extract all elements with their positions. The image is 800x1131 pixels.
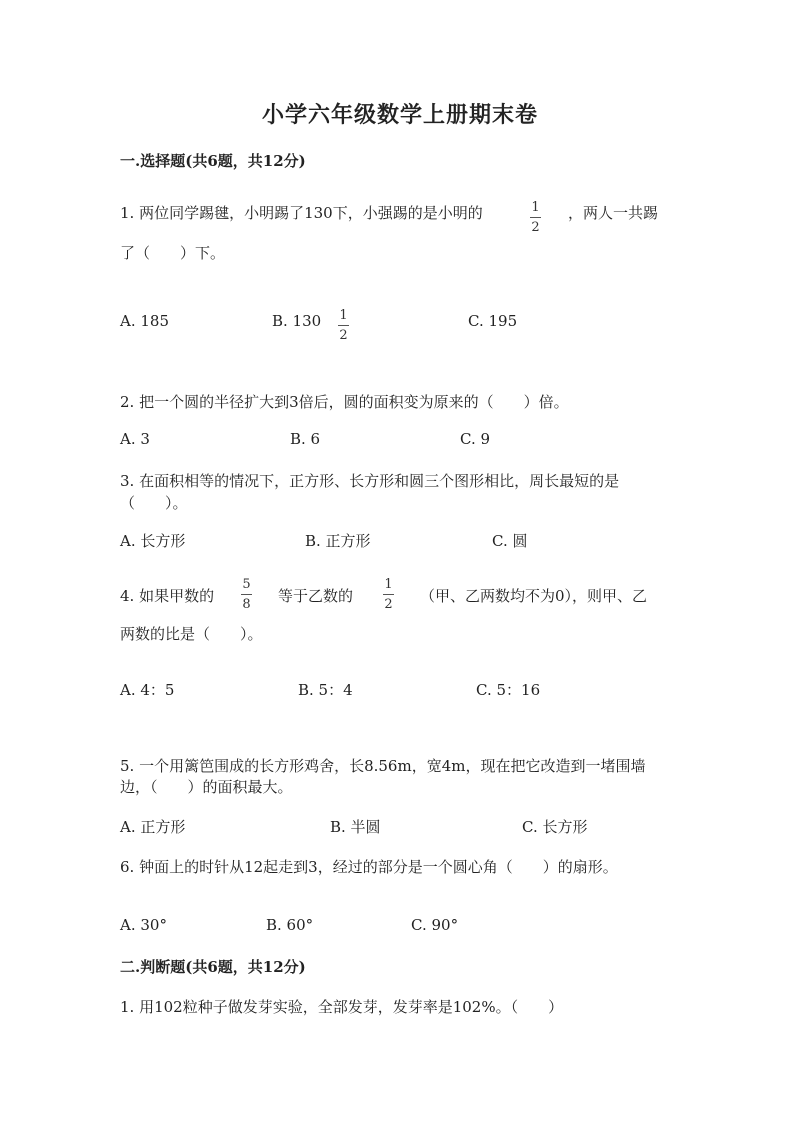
fraction-denominator: 2	[531, 220, 540, 235]
question-5-option-b[interactable]: B. 半圆	[330, 818, 381, 836]
question-3-text-line1: 3. 在面积相等的情况下，正方形、长方形和圆三个图形相比，周长最短的是	[120, 472, 620, 490]
fraction-bar	[383, 594, 394, 595]
fraction-numerator: 1	[339, 308, 348, 323]
fraction-numerator: 1	[531, 200, 540, 215]
question-4-fraction-1	[241, 578, 252, 611]
question-1-option-b[interactable]: B. 130	[272, 312, 322, 330]
question-3-option-b[interactable]: B. 正方形	[305, 532, 371, 550]
question-4-text-line2: 两数的比是（ ）。	[120, 625, 263, 643]
question-6-option-b[interactable]: B. 60°	[266, 916, 314, 934]
fraction-bar	[241, 594, 252, 595]
page-title: 小学六年级数学上册期末卷	[261, 102, 538, 128]
question-3-option-c[interactable]: C. 圆	[492, 532, 528, 550]
question-1-option-c[interactable]: C. 195	[468, 312, 518, 330]
question-4-option-c[interactable]: C. 5：16	[476, 681, 541, 699]
fraction-bar	[338, 325, 349, 326]
question-4-option-a[interactable]: A. 4：5	[120, 681, 175, 699]
question-2-option-b[interactable]: B. 6	[290, 430, 321, 448]
fraction-bar	[530, 217, 541, 218]
question-5-text-line2: 边，（ ）的面积最大。	[120, 778, 293, 796]
question-6-option-c[interactable]: C. 90°	[411, 916, 459, 934]
question-1-option-b-fraction	[338, 309, 349, 342]
question-5-option-a[interactable]: A. 正方形	[120, 818, 186, 836]
question-6-option-a[interactable]: A. 30°	[120, 916, 167, 934]
question-4-text-start: 4. 如果甲数的	[120, 587, 215, 605]
question-4-text-middle: 等于乙数的	[278, 587, 354, 605]
fraction-denominator: 8	[242, 597, 251, 612]
question-2-text: 2. 把一个圆的半径扩大到3倍后，圆的面积变为原来的（ ）倍。	[120, 393, 569, 411]
question-5-option-c[interactable]: C. 长方形	[522, 818, 588, 836]
question-1-fraction	[530, 201, 541, 234]
question-1-text-end: ，两人一共踢	[568, 204, 659, 222]
question-4-fraction-2	[383, 578, 394, 611]
question-1-text-line2: 了（ ）下。	[120, 244, 226, 262]
judgment-question-1-text: 1. 用102粒种子做发芽实验，全部发芽，发芽率是102%。（ ）	[120, 998, 564, 1016]
fraction-numerator: 5	[242, 577, 251, 592]
question-4-text-end: （甲、乙两数均不为0），则甲、乙	[420, 587, 648, 605]
question-2-option-a[interactable]: A. 3	[120, 430, 150, 448]
question-3-text-line2: （ ）。	[120, 494, 188, 512]
fraction-numerator: 1	[384, 577, 393, 592]
question-4-option-b[interactable]: B. 5：4	[298, 681, 353, 699]
fraction-denominator: 2	[339, 328, 348, 343]
question-3-option-a[interactable]: A. 长方形	[120, 532, 186, 550]
section-heading-judgment: 二.判断题(共6题，共12分)	[120, 958, 306, 976]
section-heading-choice: 一.选择题(共6题，共12分)	[120, 152, 306, 170]
question-1-option-a[interactable]: A. 185	[120, 312, 169, 330]
fraction-denominator: 2	[384, 597, 393, 612]
question-6-text: 6. 钟面上的时针从12起走到3，经过的部分是一个圆心角（ ）的扇形。	[120, 858, 618, 876]
question-1-text-start: 1. 两位同学踢毽，小明踢了130下，小强踢的是小明的	[120, 204, 483, 222]
question-5-text-line1: 5. 一个用篱笆围成的长方形鸡舍，长8.56m，宽4m，现在把它改造到一堵围墙	[120, 757, 646, 775]
question-2-option-c[interactable]: C. 9	[460, 430, 491, 448]
